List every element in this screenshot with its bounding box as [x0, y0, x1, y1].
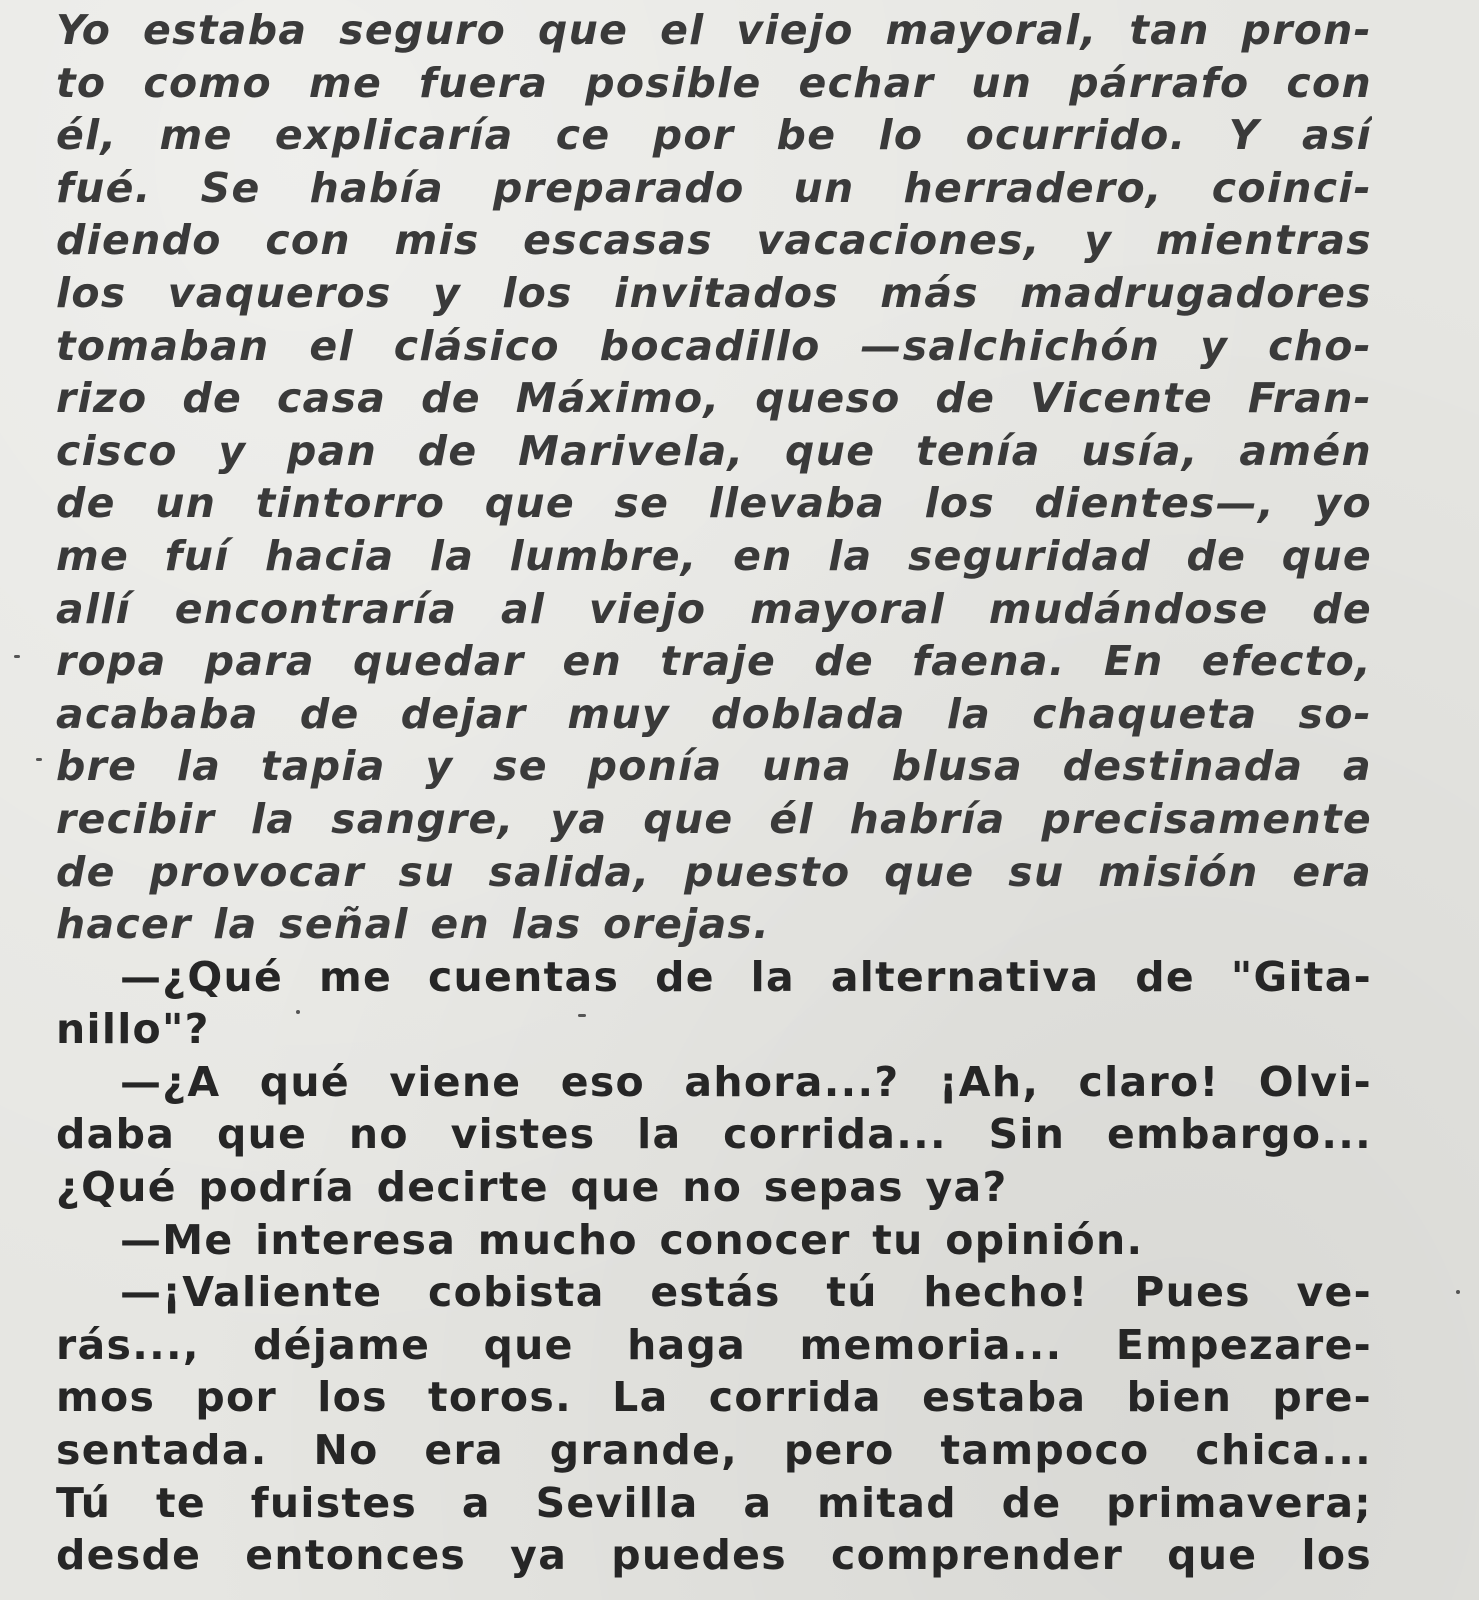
dialogue-line-29: Tú te fuistes a Sevilla a mitad de primavera; [56, 1478, 1372, 1527]
dialogue-line-20: nillo"? [56, 1005, 210, 1054]
text-line-1: Yo estaba seguro que el viejo mayoral, tan pron- [56, 6, 1372, 54]
print-speck [1456, 1290, 1460, 1294]
dialogue-line-24: —Me interesa mucho conocer tu opinión. [120, 1215, 1144, 1264]
dialogue-line-30: desde entonces ya puedes comprender que los [56, 1531, 1372, 1580]
text-line-2: to como me fuera posible echar un párrafo con [56, 58, 1372, 107]
text-line-16: recibir la sangre, ya que él habría precisamente [56, 794, 1372, 843]
text-line-5: diendo con mis escasas vacaciones, y mientras [56, 216, 1372, 265]
text-line-8: rizo de casa de Máximo, queso de Vicente Fran- [56, 374, 1372, 423]
text-line-9: cisco y pan de Marivela, que tenía usía, amén [56, 426, 1372, 475]
print-speck [296, 1010, 300, 1014]
text-line-3: él, me explicaría ce por be lo ocurrido. Y así [56, 111, 1372, 160]
dialogue-line-21: —¿A qué viene eso ahora...? ¡Ah, claro! Olvi- [120, 1057, 1372, 1106]
text-column [56, 4, 1372, 1582]
text-line-14: acababa de dejar muy doblada la chaqueta so- [56, 689, 1372, 738]
dialogue-line-22: daba que no vistes la corrida... Sin embargo... [56, 1110, 1372, 1159]
text-line-10: de un tintorro que se llevaba los dientes—, yo [56, 479, 1372, 528]
dialogue-line-28: sentada. No era grande, pero tampoco chica... [56, 1426, 1372, 1475]
dialogue-line-27: mos por los toros. La corrida estaba bien pre- [56, 1373, 1372, 1422]
text-line-15: bre la tapia y se ponía una blusa destinada a [56, 742, 1372, 791]
dialogue-line-25: —¡Valiente cobista estás tú hecho! Pues ve- [120, 1268, 1372, 1317]
text-line-13: ropa para quedar en traje de faena. En efecto, [56, 637, 1372, 686]
dialogue-line-19: —¿Qué me cuentas de la alternativa de "Gita- [120, 952, 1372, 1001]
text-line-11: me fuí hacia la lumbre, en la seguridad de que [56, 531, 1372, 580]
text-line-4: fué. Se había preparado un herradero, coinci- [56, 163, 1372, 212]
dialogue-line-23: ¿Qué podría decirte que no sepas ya? [56, 1163, 1008, 1212]
text-line-18: hacer la señal en las orejas. [56, 900, 771, 949]
text-line-17: de provocar su salida, puesto que su misión era [56, 847, 1372, 896]
text-line-6: los vaqueros y los invitados más madrugadores [56, 268, 1372, 317]
print-speck [36, 758, 42, 761]
text-line-7: tomaban el clásico bocadillo —salchichón y cho- [56, 321, 1372, 370]
print-speck [578, 1014, 586, 1017]
print-speck [14, 655, 20, 658]
dialogue-line-26: rás..., déjame que haga memoria... Empezare- [56, 1320, 1372, 1369]
text-line-12: allí encontraría al viejo mayoral mudándose de [56, 584, 1372, 633]
